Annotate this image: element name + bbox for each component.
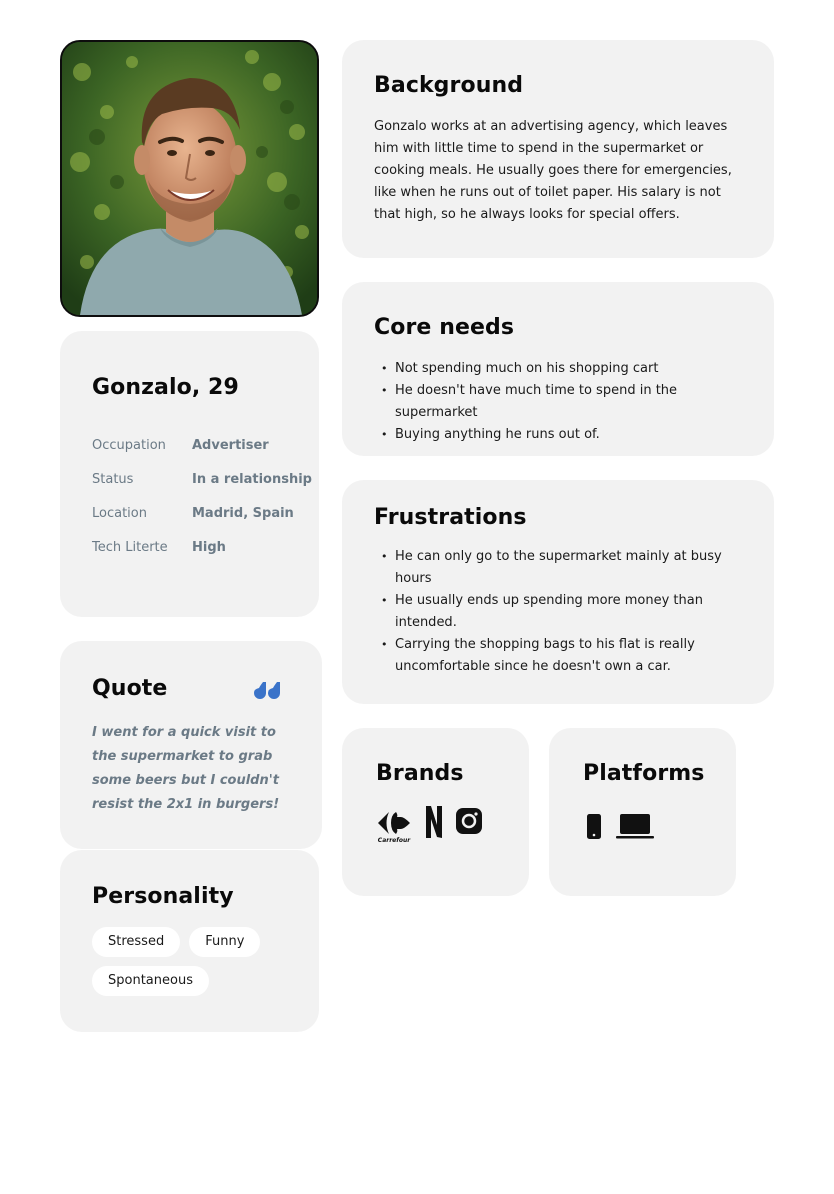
core-needs-list (374, 358, 754, 446)
background-title: Background (374, 73, 524, 98)
smartphone-icon (586, 814, 602, 840)
detail-label: Status (92, 471, 134, 487)
list-item: • Buying anything he runs out of. (374, 424, 754, 446)
detail-value: Advertiser (192, 437, 269, 453)
personality-card (60, 850, 319, 1032)
detail-value: In a relationship (192, 471, 312, 487)
brands-title: Brands (376, 761, 464, 786)
frustrations-list (374, 546, 746, 678)
carrefour-logo-icon (376, 808, 412, 844)
detail-value: Madrid, Spain (192, 505, 294, 521)
platforms-card (549, 728, 736, 896)
quote-card (60, 641, 322, 849)
detail-label: Location (92, 505, 147, 521)
persona-details-table (92, 428, 312, 564)
persona-photo (60, 40, 319, 317)
frustrations-title: Frustrations (374, 505, 527, 530)
list-item: • He can only go to the supermarket mainly at busy hours (374, 546, 746, 590)
persona-name-age: Gonzalo, 29 (92, 375, 239, 400)
detail-row-location (92, 496, 312, 530)
list-item: • He doesn't have much time to spend in the supermarket (374, 380, 754, 424)
carrefour-logo-label: Carrefour (377, 837, 411, 844)
detail-label: Occupation (92, 437, 166, 453)
platforms-title: Platforms (583, 761, 705, 786)
netflix-logo-icon (424, 805, 444, 839)
background-text: Gonzalo works at an advertising agency, which leaves him with little time to spend in the supermarket or cooking meals. He usually goes there for emergencies, like when he runs out of toilet paper. His salary is not that high, so he always looks for special offers. (374, 119, 732, 222)
personality-tag: Spontaneous (92, 966, 209, 996)
instagram-logo-icon (456, 808, 482, 834)
persona-portrait-image (62, 42, 317, 315)
personality-tag: Stressed (92, 927, 180, 957)
personality-tags (92, 927, 307, 1005)
detail-row-tech-literacy (92, 530, 312, 564)
quote-icon (252, 678, 282, 702)
list-item: • Not spending much on his shopping cart (374, 358, 754, 380)
detail-row-occupation (92, 428, 312, 462)
brands-card (342, 728, 529, 896)
quote-text: I went for a quick visit to the supermarket to grab some beers but I couldn't resist the 2x1 in burgers! (92, 725, 280, 812)
personality-title: Personality (92, 884, 234, 909)
frustrations-card (342, 480, 774, 704)
detail-label: Tech Literte (92, 539, 168, 555)
detail-value: High (192, 539, 226, 555)
profile-card (60, 331, 319, 617)
core-needs-card (342, 282, 774, 456)
detail-row-status (92, 462, 312, 496)
list-item: • Carrying the shopping bags to his flat is really uncomfortable since he doesn't own a car. (374, 634, 746, 678)
laptop-icon (616, 814, 654, 840)
list-item: • He usually ends up spending more money than intended. (374, 590, 746, 634)
core-needs-title: Core needs (374, 315, 515, 340)
quote-title: Quote (92, 676, 168, 701)
personality-tag: Funny (189, 927, 260, 957)
background-card (342, 40, 774, 258)
